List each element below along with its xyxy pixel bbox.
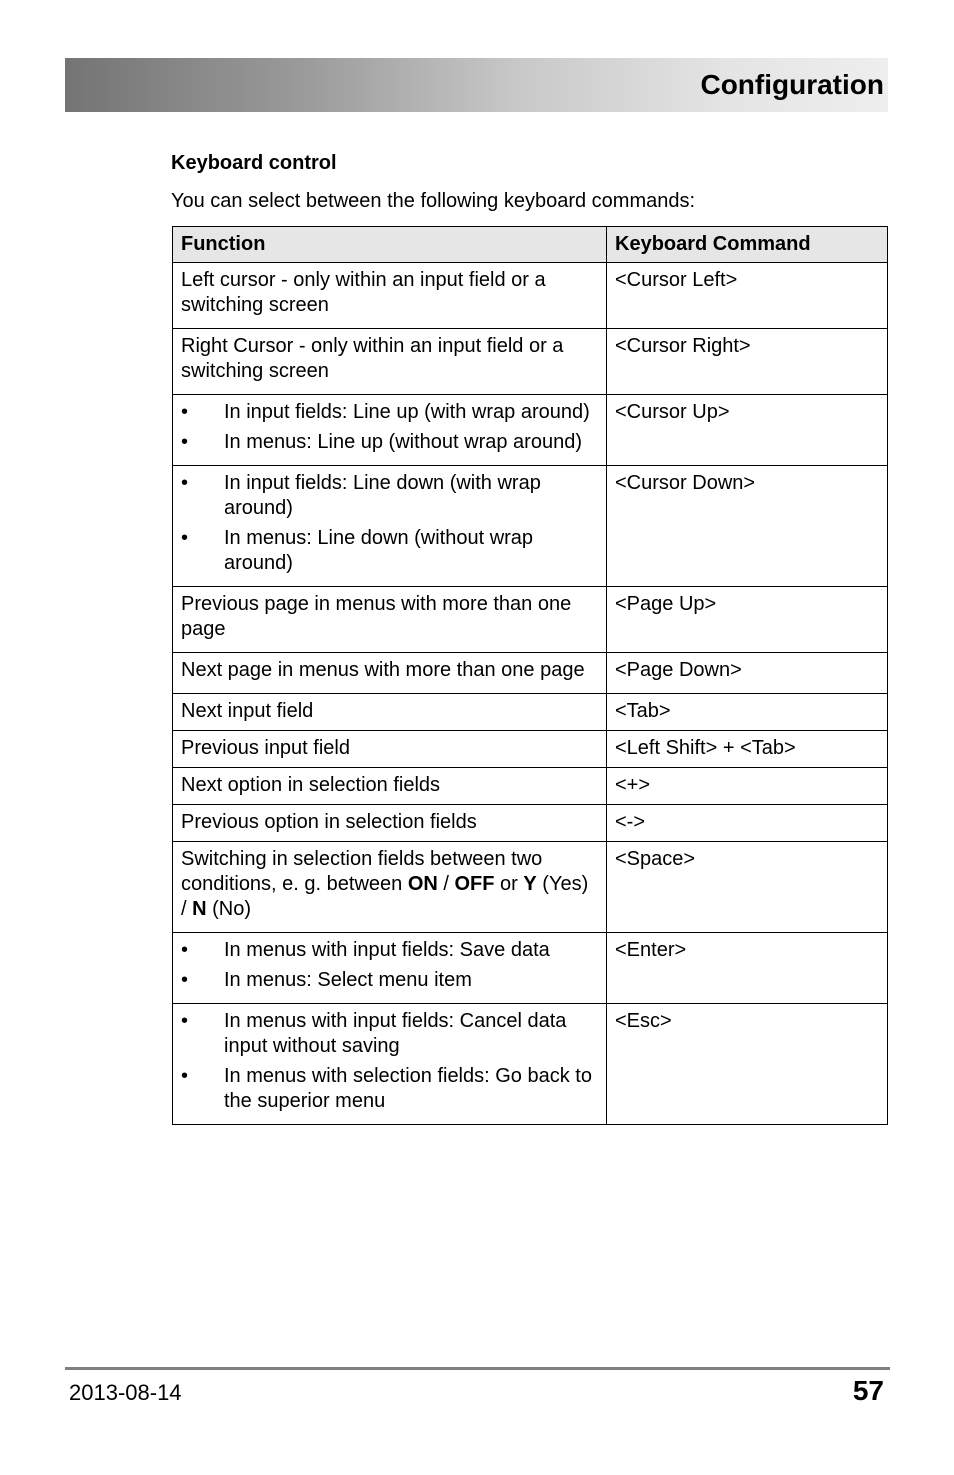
bullet-item: • In menus with selection fields: Go back to the superior menu (181, 1065, 592, 1112)
bullet-list (181, 1009, 598, 1114)
bullet-item: • In input fields: Line up (with wrap around) (181, 401, 590, 423)
bullet-icon: • (181, 1065, 189, 1087)
bullet-icon: • (181, 969, 189, 991)
table-row (173, 768, 888, 805)
header-bar (65, 58, 888, 112)
function-cell: Next page in menus with more than one page (173, 653, 607, 694)
page-title: Configuration (700, 69, 884, 100)
bullet-item: • In menus with input fields: Cancel data input without saving (181, 1010, 567, 1057)
bullet-list (181, 400, 598, 455)
bullet-icon: • (181, 1010, 189, 1032)
command-cell: <Space> (607, 842, 888, 933)
function-cell (173, 1004, 607, 1125)
function-cell: Left cursor - only within an input field or a switching screen (173, 263, 607, 329)
page-number: 57 (852, 1375, 884, 1406)
intro-text: You can select between the following keyboard commands: (171, 190, 696, 212)
on-label: ON (407, 873, 438, 895)
footer-divider (65, 1367, 890, 1370)
bullet-item: • In menus: Select menu item (181, 969, 472, 991)
table-row (173, 694, 888, 731)
command-cell: <Left Shift> + <Tab> (607, 731, 888, 768)
table-header-row (173, 227, 888, 263)
command-cell: <Cursor Left> (607, 263, 888, 329)
command-cell: <Page Up> (607, 587, 888, 653)
bullet-item: • In menus: Line down (without wrap around) (181, 527, 534, 574)
command-cell: <Esc> (607, 1004, 888, 1125)
column-header-keyboard-command: Keyboard Command (607, 227, 888, 263)
table-row (173, 653, 888, 694)
function-cell (173, 933, 607, 1004)
command-cell: <-> (607, 805, 888, 842)
column-header-function: Function (173, 227, 607, 263)
bullet-list (181, 471, 598, 576)
table-row (173, 842, 888, 933)
command-cell: <Cursor Right> (607, 329, 888, 395)
command-cell: <Cursor Up> (607, 395, 888, 466)
table-row (173, 395, 888, 466)
table-row (173, 587, 888, 653)
bullet-icon: • (181, 431, 189, 453)
command-cell: <Cursor Down> (607, 466, 888, 587)
command-cell: <Tab> (607, 694, 888, 731)
function-cell (173, 466, 607, 587)
table-row (173, 263, 888, 329)
bullet-item: • In menus with input fields: Save data (181, 939, 550, 961)
bullet-icon: • (181, 401, 189, 423)
no-label: N (192, 898, 207, 920)
bullet-icon: • (181, 939, 189, 961)
table-row (173, 731, 888, 768)
function-cell: Previous page in menus with more than one page (173, 587, 607, 653)
footer-date: 2013-08-14 (69, 1380, 182, 1405)
off-label: OFF (454, 873, 495, 895)
function-cell: Switching in selection fields between two conditions, e. g. between ON / OFF or Y (Yes) / N (No) (173, 842, 607, 933)
table-row (173, 933, 888, 1004)
yes-label: Y (523, 873, 537, 895)
table-row (173, 805, 888, 842)
table-row (173, 329, 888, 395)
bullet-item: • In menus: Line up (without wrap around) (181, 431, 582, 453)
bullet-list (181, 938, 598, 993)
function-cell (173, 395, 607, 466)
bullet-icon: • (181, 472, 189, 494)
function-cell: Previous option in selection fields (173, 805, 607, 842)
command-cell: <Page Down> (607, 653, 888, 694)
command-cell: <Enter> (607, 933, 888, 1004)
bullet-item: • In input fields: Line down (with wrap around) (181, 472, 541, 519)
bullet-icon: • (181, 527, 189, 549)
table-row (173, 1004, 888, 1125)
command-cell: <+> (607, 768, 888, 805)
function-cell: Next input field (173, 694, 607, 731)
section-heading: Keyboard control (171, 152, 337, 174)
function-cell: Right Cursor - only within an input field or a switching screen (173, 329, 607, 395)
table-row (173, 466, 888, 587)
keyboard-commands-table (172, 226, 888, 1125)
function-cell: Previous input field (173, 731, 607, 768)
function-cell: Next option in selection fields (173, 768, 607, 805)
